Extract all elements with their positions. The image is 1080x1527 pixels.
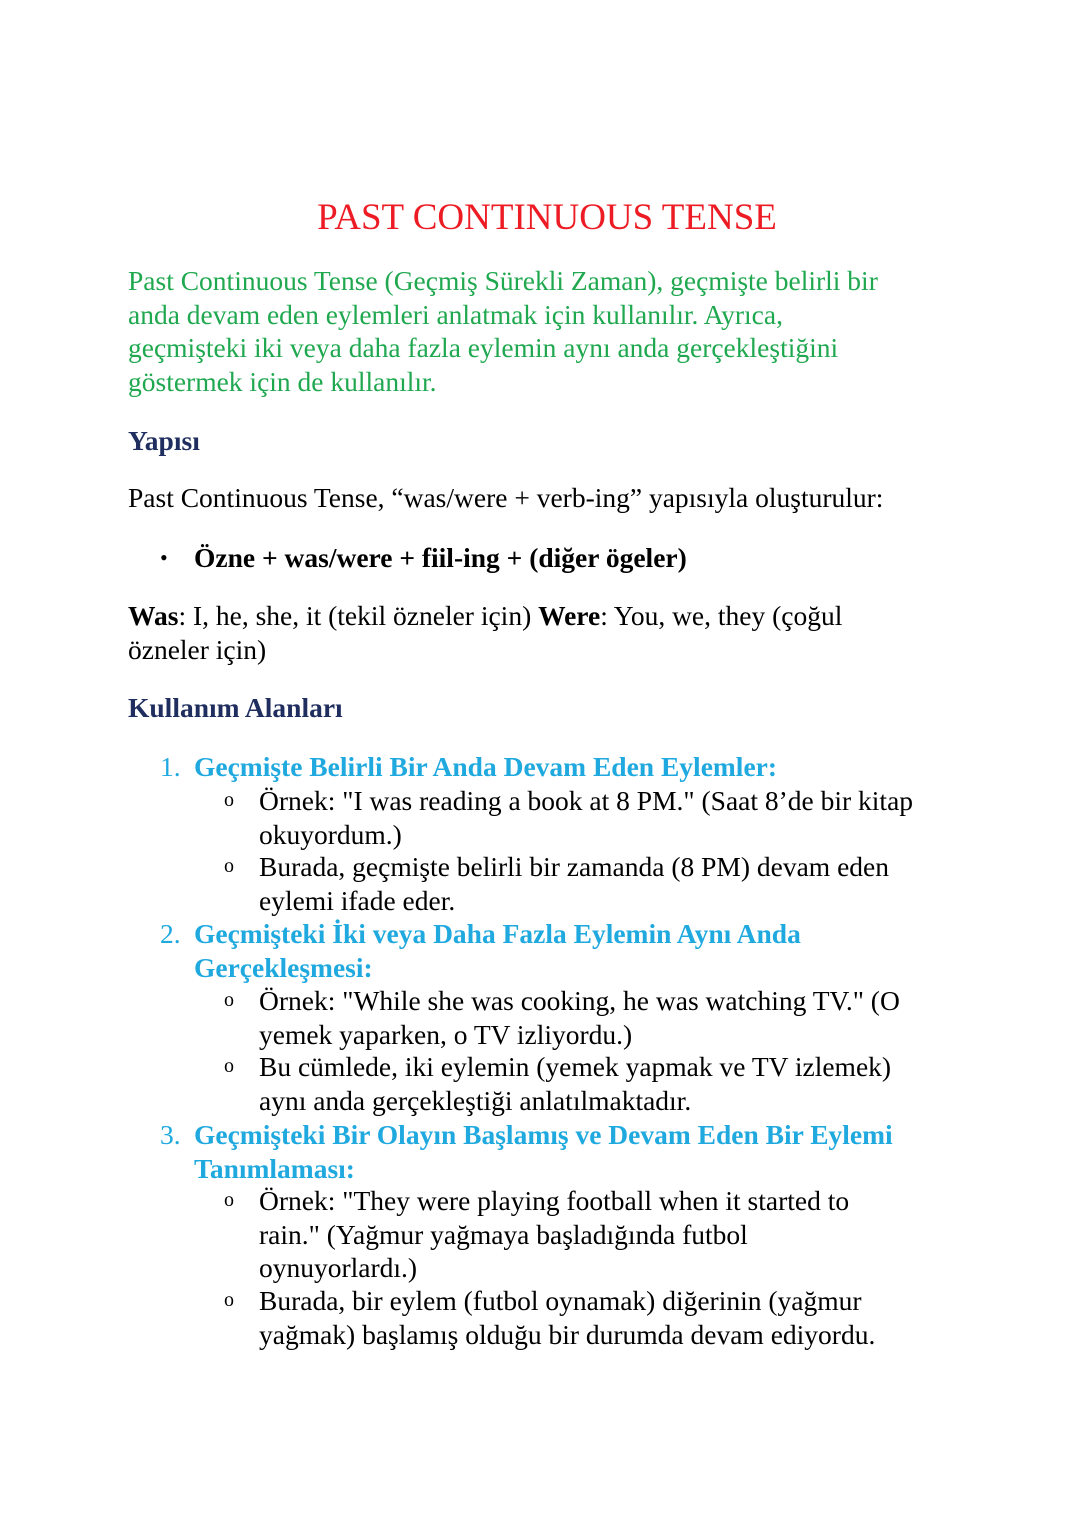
- were-text: : You, we, they (çoğul: [600, 600, 843, 631]
- page-title: PAST CONTINUOUS TENSE: [317, 197, 777, 238]
- sub-text: [259, 984, 900, 1051]
- sub-line: yağmak) başlamış olduğu bir durumda devam ediyordu.: [259, 1318, 876, 1350]
- intro-line: göstermek için de kullanılır.: [128, 365, 437, 397]
- was-were-paragraph: [128, 599, 842, 666]
- was-were-line: [128, 599, 842, 633]
- intro-line: anda devam eden eylemleri anlatmak için kullanılır. Ayrıca,: [128, 298, 783, 330]
- were-label: Were: [538, 600, 601, 631]
- item-title-line: Geçmişteki Bir Olayın Başlamış ve Devam Eden Bir Eylemi: [194, 1119, 893, 1150]
- intro-paragraph: [128, 264, 948, 398]
- sub-line: Burada, geçmişte belirli bir zamanda (8 PM) devam eden: [259, 851, 889, 882]
- sub-line: Bu cümlede, iki eylemin (yemek yapmak ve TV izlemek): [259, 1051, 892, 1082]
- sub-bullet-icon: o: [224, 1189, 234, 1211]
- intro-line: Past Continuous Tense (Geçmiş Sürekli Zaman), geçmişte belirli bir: [128, 265, 878, 296]
- sub-text: [259, 1184, 849, 1285]
- sub-text: [259, 850, 889, 917]
- item-number: 3.: [160, 1119, 181, 1150]
- structure-heading: Yapısı: [128, 425, 200, 456]
- sub-line: eylemi ifade eder.: [259, 884, 456, 916]
- sub-line: rain." (Yağmur yağmaya başladığında futbol: [259, 1218, 748, 1250]
- sub-bullet-icon: o: [224, 855, 234, 877]
- formula-text: Özne + was/were + fiil-ing + (diğer ögeler): [194, 542, 687, 573]
- item-title-line: Geçmişteki İki veya Daha Fazla Eylemin Aynı Anda: [194, 918, 801, 949]
- usage-heading: Kullanım Alanları: [128, 692, 343, 723]
- intro-line: geçmişteki iki veya daha fazla eylemin aynı anda gerçekleştiğini: [128, 332, 839, 363]
- sub-bullet-icon: o: [224, 1055, 234, 1077]
- item-title-line: Gerçekleşmesi:: [194, 951, 373, 983]
- sub-bullet-icon: o: [224, 1289, 234, 1311]
- bullet-dot: •: [160, 545, 168, 570]
- item-title: [194, 917, 801, 984]
- item-title-line: Tanımlaması:: [194, 1152, 355, 1184]
- sub-text: [259, 784, 913, 851]
- sub-line: Örnek: "I was reading a book at 8 PM." (Saat 8’de bir kitap: [259, 785, 914, 816]
- sub-line: okuyordum.): [259, 818, 402, 850]
- item-title: [194, 1118, 893, 1185]
- sub-text: [259, 1284, 875, 1351]
- sub-bullet-icon: o: [224, 789, 234, 811]
- was-text: : I, he, she, it (tekil özneler için): [178, 600, 539, 631]
- sub-text: [259, 1050, 891, 1117]
- sub-line: aynı anda gerçekleştiği anlatılmaktadır.: [259, 1084, 692, 1116]
- item-title-line: Geçmişte Belirli Bir Anda Devam Eden Eylemler:: [194, 751, 778, 782]
- sub-line: Örnek: "They were playing football when it started to: [259, 1185, 850, 1216]
- sub-line: oynuyorlardı.): [259, 1252, 418, 1283]
- sub-bullet-icon: o: [224, 989, 234, 1011]
- sub-line: yemek yaparken, o TV izliyordu.): [259, 1018, 633, 1050]
- was-label: Was: [128, 600, 179, 631]
- were-text-cont: özneler için): [128, 633, 267, 665]
- item-number: 1.: [160, 751, 181, 782]
- sub-line: Burada, bir eylem (futbol oynamak) diğerinin (yağmur: [259, 1285, 862, 1316]
- item-number: 2.: [160, 918, 181, 949]
- structure-description: Past Continuous Tense, “was/were + verb-ing” yapısıyla oluşturulur:: [128, 482, 884, 513]
- sub-line: Örnek: "While she was cooking, he was watching TV." (O: [259, 985, 900, 1016]
